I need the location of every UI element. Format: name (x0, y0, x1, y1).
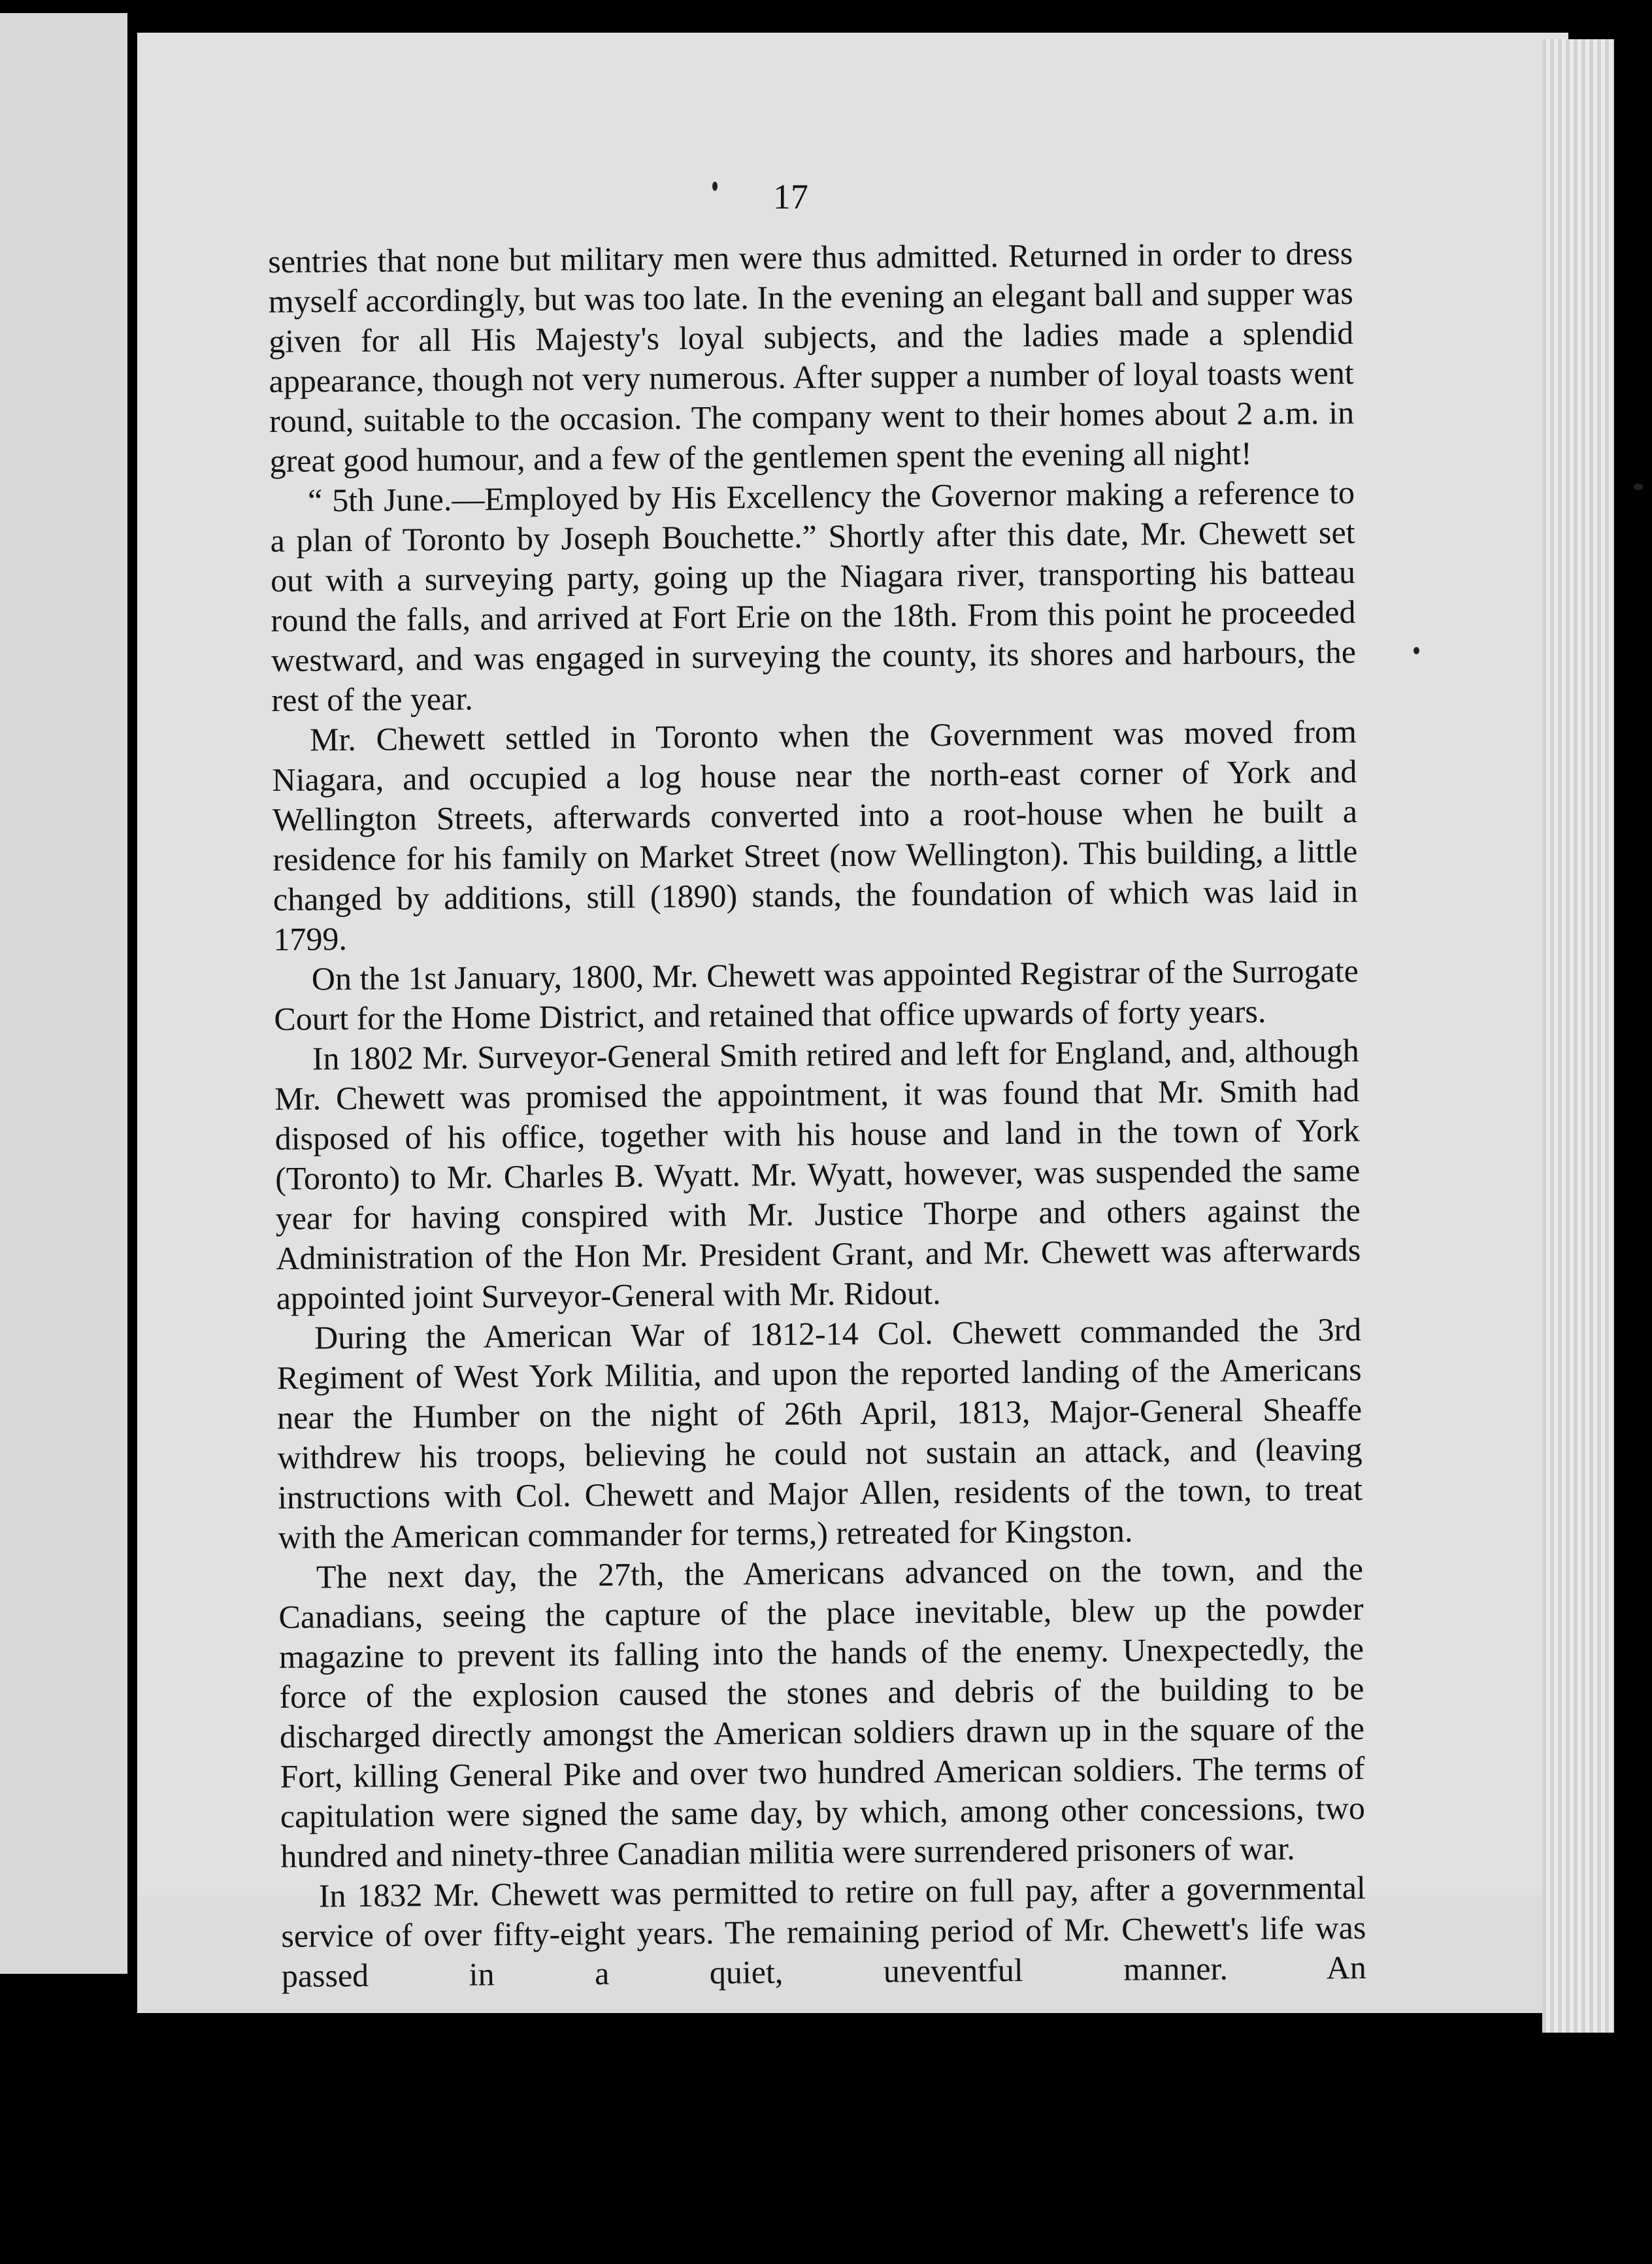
ink-speck (712, 182, 718, 191)
paragraph: sentries that none but military men were thus admitted. Returned in order to dress myself accordingly, but was too late. In the evening an elegant ball and supper was given for all His Majesty's loyal subjects, and the ladies made a splendid appearance, though not very numerous. After supper a number of loyal toasts went round, suitable to the occasion. The company went to their homes about 2 a.m. in great good humour, and a few of the gentlemen spent the evening all night! (268, 234, 1355, 479)
paragraph: In 1832 Mr. Chewett was permitted to retire on full pay, after a governmental service of over fifty-eight years. The remaining period of Mr. Chewett's life was passed in a quiet, uneventful manner. An (281, 1869, 1367, 1994)
ink-speck (1634, 484, 1643, 490)
paragraph: During the American War of 1812-14 Col. Chewett commanded the 3rd Regiment of West York Militia, and upon the reported landing of the Americans near the Humber on the night of 26th April, 1813, Major-General Sheaffe withdrew his troops, believing he could not sustain an attack, and (leaving instructions with Col. Chewett and Major Allen, residents of the town, to treat with the American commander for terms,) retreated for Kingston. (276, 1310, 1363, 1556)
page-number: 17 (773, 177, 808, 216)
paragraph: On the 1st January, 1800, Mr. Chewett was appointed Registrar of the Surrogate Court for the Home District, and retained that office upwards of forty years. (274, 952, 1359, 1037)
ink-speck (1413, 647, 1419, 654)
page-body (268, 233, 1366, 1996)
paragraph: “ 5th June.—Employed by His Excellency the Governor making a reference to a plan of Toronto by Joseph Bouchette.” Shortly after this date, Mr. Chewett set out with a surveying party, going up the Niagara river, transporting his batteau round the falls, and arrived at Fort Erie on the 18th. From this point he proceeded westward, and was engaged in surveying the county, its shores and harbours, the rest of the year. (270, 473, 1357, 718)
paragraph: Mr. Chewett settled in Toronto when the Government was moved from Niagara, and occupied a log house near the north-east corner of York and Wellington Streets, afterwards converted into a root-house when he built a residence for his family on Market Street (now Wellington). This building, a little changed by additions, still (1890) stands, the foundation of which was laid in 1799. (272, 712, 1359, 957)
page-stack-edge (1542, 39, 1614, 2033)
adjacent-page-edge (0, 13, 127, 1974)
paragraph: The next day, the 27th, the Americans advanced on the town, and the Canadians, seeing the capture of the place inevitable, blew up the powder magazine to prevent its falling into the hands of the enemy. Unexpectedly, the force of the explosion caused the stones and debris of the building to be discharged directly amongst the American soldiers drawn up in the square of the Fort, killing General Pike and over two hundred American soldiers. The terms of capitulation were signed the same day, by which, among other concessions, two hundred and ninety-three Canadian militia were surrendered prisoners of war. (278, 1550, 1366, 1874)
paragraph: In 1802 Mr. Surveyor-General Smith retired and left for England, and, although Mr. Chewett was promised the appointment, it was found that Mr. Smith had disposed of his office, together with his house and land in the town of York (Toronto) to Mr. Charles B. Wyatt. Mr. Wyatt, however, was suspended the same year for having conspired with Mr. Justice Thorpe and others against the Administration of the Hon Mr. President Grant, and Mr. Chewett was afterwards appointed joint Surveyor-General with Mr. Ridout. (274, 1031, 1361, 1316)
